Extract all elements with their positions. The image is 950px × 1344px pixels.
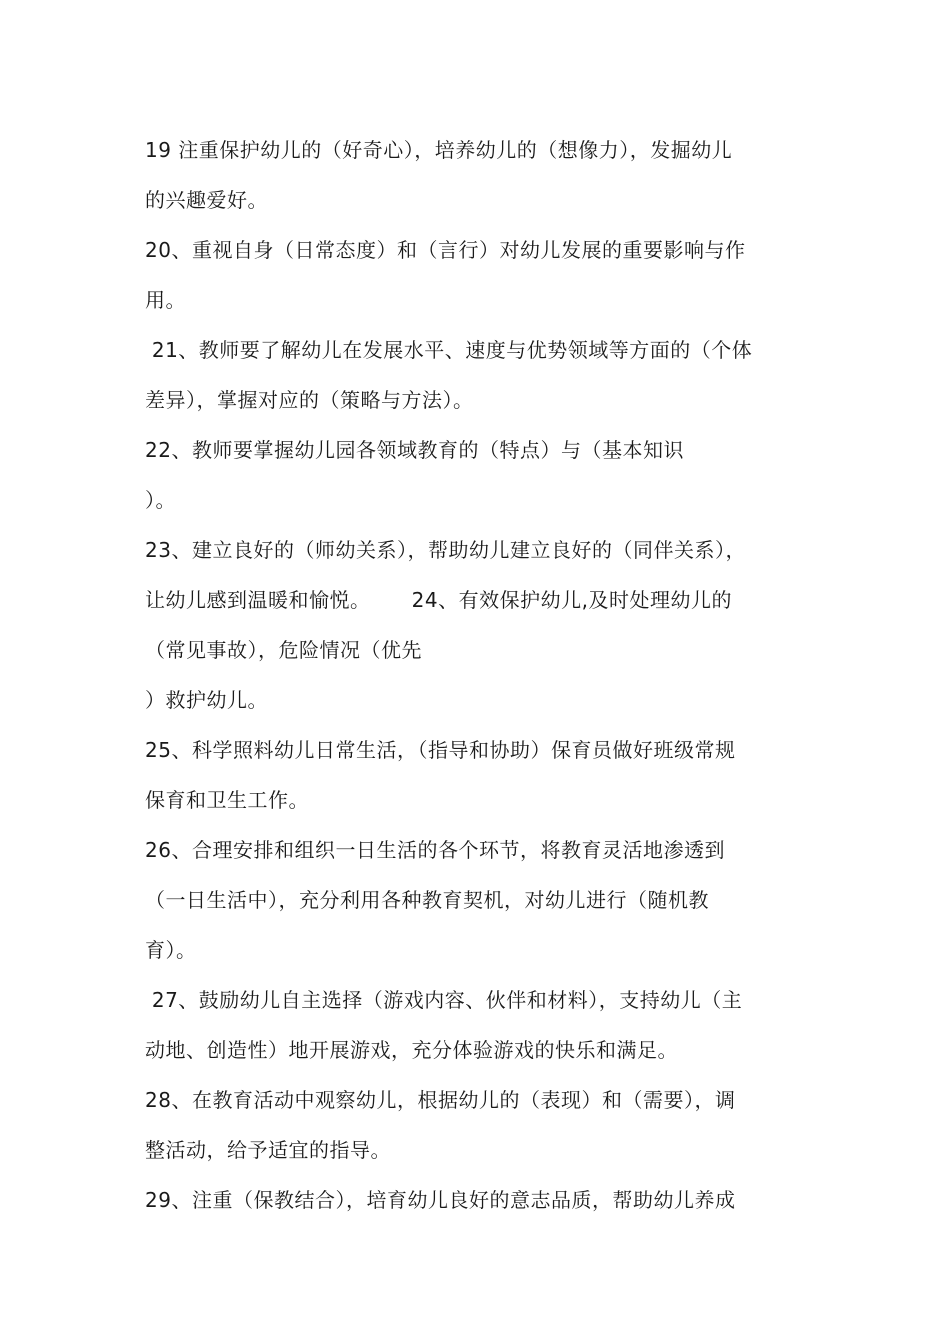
text-line: 25、科学照料幼儿日常生活，（指导和协助）保育员做好班级常规 bbox=[145, 738, 736, 762]
text-line: 29、注重（保教结合），培育幼儿良好的意志品质，帮助幼儿养成 bbox=[145, 1188, 736, 1212]
text-line: 用。 bbox=[145, 288, 186, 312]
text-line: （一日生活中），充分利用各种教育契机，对幼儿进行（随机教 bbox=[145, 888, 709, 912]
text-line: 19 注重保护幼儿的（好奇心），培养幼儿的（想像力），发掘幼儿 bbox=[145, 138, 733, 162]
text-line: 保育和卫生工作。 bbox=[145, 788, 309, 812]
text-line: 22、教师要掌握幼儿园各领域教育的（特点）与（基本知识 bbox=[145, 438, 684, 462]
text-line: 23、建立良好的（师幼关系），帮助幼儿建立良好的（同伴关系）， bbox=[145, 538, 746, 562]
text-line: 28、在教育活动中观察幼儿，根据幼儿的（表现）和（需要），调 bbox=[145, 1088, 736, 1112]
text-line: 20、重视自身（日常态度）和（言行）对幼儿发展的重要影响与作 bbox=[145, 238, 746, 262]
text-line: 动地、创造性）地开展游戏，充分体验游戏的快乐和满足。 bbox=[145, 1038, 678, 1062]
text-line: 26、合理安排和组织一日生活的各个环节，将教育灵活地渗透到 bbox=[145, 838, 725, 862]
text-line: ）救护幼儿。 bbox=[145, 688, 268, 712]
text-line: 整活动，给予适宜的指导。 bbox=[145, 1138, 391, 1162]
text-line: 育）。 bbox=[145, 938, 197, 962]
text-line: 27、鼓励幼儿自主选择（游戏内容、伙伴和材料），支持幼儿（主 bbox=[145, 988, 743, 1012]
text-line: ）。 bbox=[145, 488, 176, 512]
text-line: （常见事故），危险情况（优先 bbox=[145, 638, 422, 662]
text-line: 让幼儿感到温暖和愉悦。 24、有效保护幼儿,及时处理幼儿的 bbox=[145, 588, 732, 612]
text-line: 21、教师要了解幼儿在发展水平、速度与优势领域等方面的（个体 bbox=[145, 338, 753, 362]
text-line: 差异），掌握对应的（策略与方法）。 bbox=[145, 388, 474, 412]
text-line: 的兴趣爱好。 bbox=[145, 188, 268, 212]
